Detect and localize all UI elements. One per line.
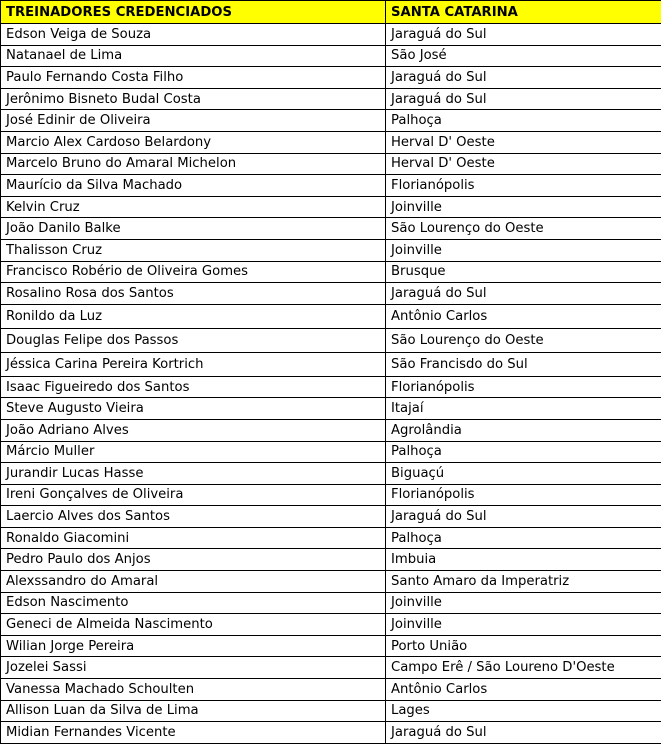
table-row [1, 283, 661, 305]
table-row [1, 261, 661, 283]
coach-name-cell: Jozelei Sassi [1, 657, 386, 679]
table-row [1, 328, 661, 352]
coach-name-cell: João Adriano Alves [1, 419, 386, 441]
coach-name-cell: Geneci de Almeida Nascimento [1, 614, 386, 636]
table-row [1, 67, 661, 89]
table-row [1, 571, 661, 593]
city-cell: Herval D' Oeste [386, 131, 661, 153]
coach-name-cell: Wilian Jorge Pereira [1, 635, 386, 657]
city-cell: Joinville [386, 196, 661, 218]
coach-name-cell: Steve Augusto Vieira [1, 398, 386, 420]
table-row [1, 304, 661, 328]
table-row [1, 527, 661, 549]
city-cell: São Lourenço do Oeste [386, 328, 661, 352]
city-cell: São Francisdo do Sul [386, 352, 661, 376]
coach-name-cell: Ireni Gonçalves de Oliveira [1, 484, 386, 506]
coach-name-cell: Vanessa Machado Schoulten [1, 679, 386, 701]
coach-name-cell: Douglas Felipe dos Passos [1, 328, 386, 352]
table-row [1, 376, 661, 398]
coach-name-cell: Márcio Muller [1, 441, 386, 463]
table-row [1, 110, 661, 132]
coach-name-cell: Kelvin Cruz [1, 196, 386, 218]
table-row [1, 196, 661, 218]
city-cell: Porto União [386, 635, 661, 657]
city-cell: São Lourenço do Oeste [386, 218, 661, 240]
coach-name-cell: Marcio Alex Cardoso Belardony [1, 131, 386, 153]
coach-name-cell: Jéssica Carina Pereira Kortrich [1, 352, 386, 376]
city-cell: Herval D' Oeste [386, 153, 661, 175]
coach-name-cell: Laercio Alves dos Santos [1, 506, 386, 528]
city-cell: Antônio Carlos [386, 304, 661, 328]
column-header-name: TREINADORES CREDENCIADOS [1, 1, 386, 24]
city-cell: Biguaçú [386, 463, 661, 485]
table-row [1, 463, 661, 485]
city-cell: Imbuia [386, 549, 661, 571]
coach-name-cell: Jurandir Lucas Hasse [1, 463, 386, 485]
table-row [1, 722, 661, 744]
table-body [1, 24, 661, 744]
coach-name-cell: Francisco Robério de Oliveira Gomes [1, 261, 386, 283]
city-cell: Jaraguá do Sul [386, 506, 661, 528]
table-row [1, 484, 661, 506]
coach-name-cell: Paulo Fernando Costa Filho [1, 67, 386, 89]
coach-name-cell: Rosalino Rosa dos Santos [1, 283, 386, 305]
city-cell: Jaraguá do Sul [386, 283, 661, 305]
city-cell: Palhoça [386, 527, 661, 549]
coach-name-cell: José Edinir de Oliveira [1, 110, 386, 132]
coach-name-cell: Ronaldo Giacomini [1, 527, 386, 549]
city-cell: Jaraguá do Sul [386, 24, 661, 46]
table-row [1, 24, 661, 46]
city-cell: Florianópolis [386, 175, 661, 197]
coach-name-cell: Edson Nascimento [1, 592, 386, 614]
city-cell: Palhoça [386, 110, 661, 132]
table-row [1, 700, 661, 722]
coach-name-cell: Ronildo da Luz [1, 304, 386, 328]
table-row [1, 419, 661, 441]
table-row [1, 506, 661, 528]
coach-name-cell: Jerônimo Bisneto Budal Costa [1, 88, 386, 110]
city-cell: Santo Amaro da Imperatriz [386, 571, 661, 593]
city-cell: Joinville [386, 614, 661, 636]
table-row [1, 614, 661, 636]
city-cell: Campo Erê / São Loureno D'Oeste [386, 657, 661, 679]
table-row [1, 239, 661, 261]
coach-name-cell: Isaac Figueiredo dos Santos [1, 376, 386, 398]
city-cell: Jaraguá do Sul [386, 722, 661, 744]
table-row [1, 592, 661, 614]
city-cell: Agrolândia [386, 419, 661, 441]
table-row [1, 352, 661, 376]
table-row [1, 398, 661, 420]
table-row [1, 131, 661, 153]
city-cell: Palhoça [386, 441, 661, 463]
city-cell: Itajaí [386, 398, 661, 420]
table-row [1, 218, 661, 240]
table-row [1, 175, 661, 197]
coach-name-cell: Alexssandro do Amaral [1, 571, 386, 593]
coach-name-cell: Thalisson Cruz [1, 239, 386, 261]
table-row [1, 679, 661, 701]
city-cell: São José [386, 45, 661, 67]
coach-name-cell: Natanael de Lima [1, 45, 386, 67]
header-row [1, 1, 661, 24]
city-cell: Joinville [386, 239, 661, 261]
table-row [1, 45, 661, 67]
coach-name-cell: Allison Luan da Silva de Lima [1, 700, 386, 722]
table-row [1, 549, 661, 571]
city-cell: Florianópolis [386, 376, 661, 398]
city-cell: Jaraguá do Sul [386, 88, 661, 110]
coach-name-cell: Marcelo Bruno do Amaral Michelon [1, 153, 386, 175]
table-row [1, 441, 661, 463]
table-row [1, 635, 661, 657]
coach-name-cell: Edson Veiga de Souza [1, 24, 386, 46]
coach-name-cell: Maurício da Silva Machado [1, 175, 386, 197]
city-cell: Antônio Carlos [386, 679, 661, 701]
city-cell: Florianópolis [386, 484, 661, 506]
table-row [1, 657, 661, 679]
city-cell: Jaraguá do Sul [386, 67, 661, 89]
coach-name-cell: João Danilo Balke [1, 218, 386, 240]
column-header-city: SANTA CATARINA [386, 1, 661, 24]
table-row [1, 153, 661, 175]
table-row [1, 88, 661, 110]
coach-name-cell: Pedro Paulo dos Anjos [1, 549, 386, 571]
coach-name-cell: Midian Fernandes Vicente [1, 722, 386, 744]
city-cell: Lages [386, 700, 661, 722]
city-cell: Joinville [386, 592, 661, 614]
city-cell: Brusque [386, 261, 661, 283]
